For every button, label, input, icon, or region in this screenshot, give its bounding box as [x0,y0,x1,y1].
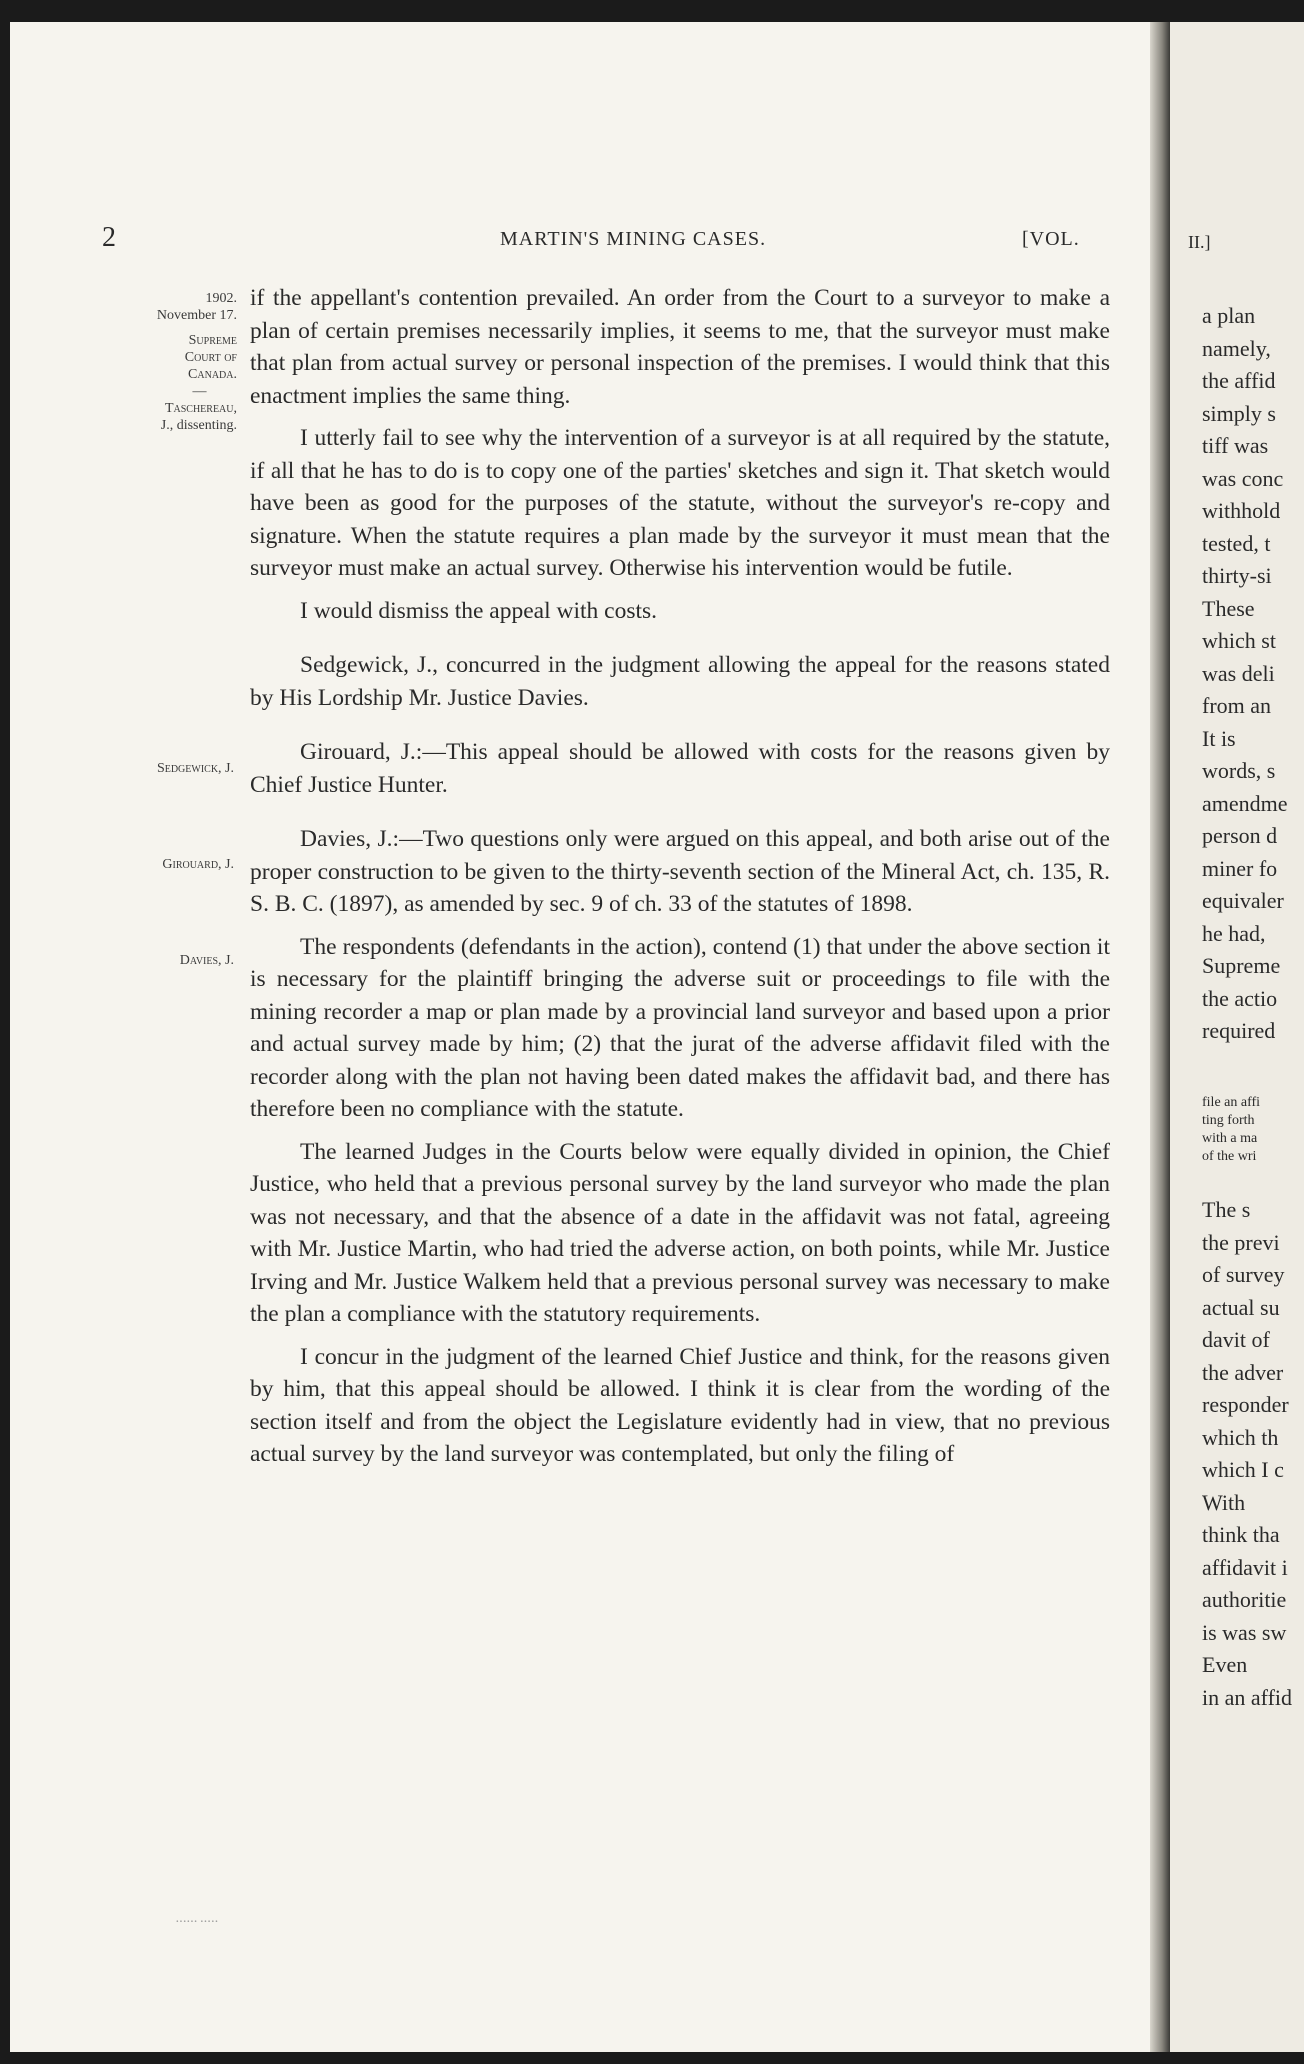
margin-judge-sedgewick: Sedgewick, J. [156,761,234,776]
facing-line: equivaler [1202,888,1284,913]
facing-page-head: II.] [1188,232,1211,252]
facing-line: was deli [1202,660,1275,686]
page-gutter [1150,22,1170,2052]
facing-line: think tha [1202,1522,1280,1547]
paragraph-concur: I concur in the judgment of the learned Chief Justice and think, for the reasons given by him, that this appeal should be allowed. I think it is clear from the wording of the section itself and from the object the Legislature evidently had in view, that no previous actual survey by the land surveyor was contemplated, but only the filing of [250,1343,1110,1467]
margin-date-day: November 17. [156,308,237,323]
margin-judge-taschereau: Taschereau, [164,401,237,416]
page-number: 2 [102,222,117,253]
facing-line: tested, t [1202,530,1271,556]
facing-line: he had, [1202,920,1266,946]
paragraph-davies: Davies, J.:—Two questions only were argued on this appeal, and both arise out of the proper construction to be given to the thirty-seventh section of the Mineral Act, ch. 135, R. S. B. C. (1897), as amended by sec. 9 of ch. 33 of the statutes of 1898. [250,826,1110,917]
facing-line: file an affi [1202,1095,1261,1110]
print-smudge: ······ ····· [175,1915,218,1930]
margin-court-1: Supreme [188,333,237,348]
facing-line: from an [1202,693,1272,718]
facing-line: miner fo [1202,855,1278,881]
paragraph-respondents: The respondents (defendants in the action), contend (1) that under the above section it is necessary for the plaintiff bringing the adverse suit or proceedings to file with the mining recorder a map or plan made by a provincial land surveyor and based upon a prior and actual survey made by him; (2) that the jurat of the adverse affidavit filed with the recorder along with the plan not having been dated makes the affidavit bad, and there has therefore been no compliance with the statute. [250,933,1110,1122]
facing-line: the previ [1202,1229,1280,1255]
facing-line: which I c [1202,1457,1284,1482]
facing-line: simply s [1202,400,1276,426]
facing-line: responder [1202,1392,1289,1417]
facing-line: is was sw [1202,1619,1287,1645]
facing-line: required [1202,1018,1276,1043]
facing-page-quote [1202,1094,1260,1166]
margin-court-2: Court of [184,350,237,365]
facing-page-lines [1202,300,1288,1048]
facing-line: amendme [1202,790,1288,816]
facing-line: It is [1202,725,1236,751]
margin-date-year: 1902. [205,291,237,306]
margin-date [72,290,237,434]
paragraph-girouard: Girouard, J.:—This appeal should be allowed with costs for the reasons given by Chief Justice Hunter. [250,739,1110,798]
margin-judge-davies: Davies, J. [179,953,234,968]
facing-line: in an affid [1202,1684,1293,1710]
facing-line: withhold [1202,498,1281,523]
facing-line: tiff was [1202,433,1269,458]
facing-line: with a ma [1202,1131,1258,1146]
body-text [250,282,1110,1481]
facing-line: With [1202,1489,1246,1515]
facing-line: namely, [1202,335,1271,361]
running-title: MARTIN'S MINING CASES. [500,228,767,250]
facing-page-lines-2 [1202,1194,1292,1714]
facing-line: ting forth [1202,1113,1255,1128]
facing-line: authoritie [1202,1587,1287,1612]
facing-line: Even [1202,1652,1248,1677]
facing-line: the actio [1202,985,1278,1011]
facing-line: The s [1202,1197,1251,1222]
facing-line: a plan [1202,303,1256,328]
facing-line: These [1202,595,1255,621]
facing-line: which st [1202,628,1276,653]
margin-judge-taschereau-dissent: J., dissenting. [160,418,237,433]
margin-judge-girouard: Girouard, J. [162,857,234,872]
facing-line: was conc [1202,465,1284,491]
facing-line: person d [1202,823,1278,848]
facing-line: of the wri [1202,1149,1257,1164]
facing-line: which th [1202,1424,1279,1450]
volume-marker: [VOL. [1022,228,1080,250]
facing-line: of survey [1202,1262,1285,1287]
facing-line: the adver [1202,1359,1284,1385]
facing-line: davit of [1202,1327,1270,1352]
facing-line: thirty-si [1202,563,1272,588]
margin-court-3: Canada. [188,367,237,382]
facing-line: actual su [1202,1294,1280,1320]
facing-line: Supreme [1202,953,1281,978]
paragraph-learned-judges: The learned Judges in the Courts below were equally divided in opinion, the Chief Justice, who held that a previous personal survey by the land surveyor who made the plan was not necessary, and that the absence of a date in the affidavit was not fatal, agreeing with Mr. Justice Martin, who had tried the adverse action, on both points, while Mr. Justice Irving and Mr. Justice Walkem held that a previous personal survey was necessary to make the plan a compliance with the statutory requirements. [250,1138,1110,1327]
paragraph-sedgewick: Sedgewick, J., concurred in the judgment allowing the appeal for the reasons stated by His Lordship Mr. Justice Davies. [250,652,1110,711]
paragraph-2: I utterly fail to see why the intervention of a surveyor is at all required by the statute, if all that he has to do is to copy one of the parties' sketches and sign it. That sketch would have been as good for the purposes of the statute, without the surveyor's re-copy and signature. When the statute requires a plan made by the surveyor it must mean that the surveyor must make an actual survey. Otherwise his intervention would be futile. [250,425,1110,581]
paragraph-3: I would dismiss the appeal with costs. [300,597,658,624]
paragraph-1: if the appellant's contention prevailed. An order from the Court to a surveyor to make a plan of certain premises necessarily implies, it seems to me, that the surveyor must make that plan from actual survey or personal inspection of the premises. I would think that this enactment implies the same thing. [250,285,1110,409]
facing-line: the affid [1202,368,1276,393]
facing-page [1170,22,1304,2052]
margin-dash: — [192,384,207,399]
facing-line: affidavit i [1202,1554,1288,1580]
facing-line: words, s [1202,758,1276,783]
